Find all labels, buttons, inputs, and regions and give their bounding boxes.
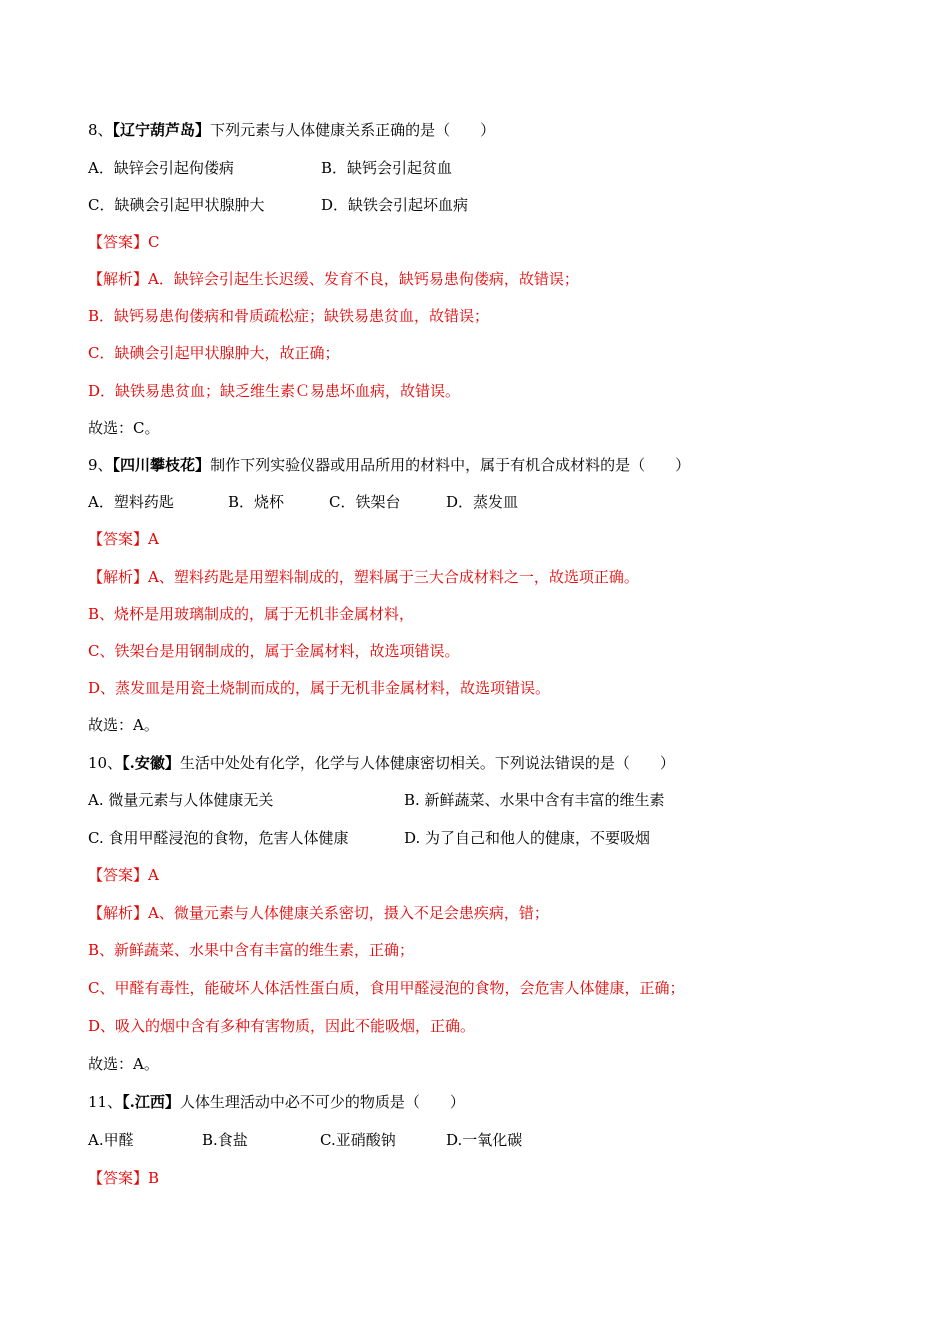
conclusion: 故选：C。	[88, 419, 160, 437]
answer-line	[88, 1168, 159, 1188]
question-text: 下列元素与人体健康关系正确的是（ ）	[210, 121, 496, 139]
question-text: 制作下列实验仪器或用品所用的材料中，属于有机合成材料的是（ ）	[210, 456, 691, 474]
analysis-tag: 【解析】	[88, 904, 149, 922]
option-b: B.食盐	[202, 1131, 248, 1149]
analysis-line	[88, 269, 579, 289]
option-d: D.一氧化碳	[446, 1131, 523, 1149]
option-b: B．缺钙会引起贫血	[321, 159, 453, 177]
question-source: 【辽宁葫芦岛】	[112, 121, 211, 139]
option-d: D．缺铁会引起坏血病	[321, 196, 469, 214]
question-11-stem	[88, 1092, 465, 1112]
question-number: 10、	[88, 754, 123, 772]
analysis-line: D、吸入的烟中含有多种有害物质，因此不能吸烟，正确。	[88, 1017, 476, 1035]
answer-line	[88, 529, 159, 549]
question-source: 【.江西】	[122, 1093, 180, 1111]
analysis-line: B、烧杯是用玻璃制成的，属于无机非金属材料，	[88, 605, 415, 623]
analysis-text: A．缺锌会引起生长迟缓、发育不良，缺钙易患佝偻病，故错误；	[148, 270, 579, 288]
option-a: A. 微量元素与人体健康无关	[88, 791, 274, 809]
analysis-tag: 【解析】	[88, 270, 149, 288]
analysis-text: A、塑料药匙是用塑料制成的，塑料属于三大合成材料之一，故选项正确。	[148, 568, 639, 586]
analysis-line: B、新鲜蔬菜、水果中含有丰富的维生素，正确；	[88, 941, 415, 959]
analysis-line: C、甲醛有毒性，能破坏人体活性蛋白质，食用甲醛浸泡的食物，会危害人体健康，正确；	[88, 979, 685, 997]
option-c: C．铁架台	[329, 493, 401, 511]
option-d: D. 为了自己和他人的健康，不要吸烟	[404, 829, 651, 847]
analysis-line: C、铁架台是用钢制成的，属于金属材料，故选项错误。	[88, 642, 460, 660]
question-number: 11、	[88, 1093, 123, 1111]
question-source: 【四川攀枝花】	[112, 456, 211, 474]
question-text: 生活中处处有化学，化学与人体健康密切相关。下列说法错误的是（ ）	[179, 754, 675, 772]
option-b: B. 新鲜蔬菜、水果中含有丰富的维生素	[404, 791, 665, 809]
analysis-line: D、蒸发皿是用瓷土烧制而成的，属于无机非金属材料，故选项错误。	[88, 679, 551, 697]
question-8-stem	[88, 120, 495, 140]
question-9-stem	[88, 455, 690, 475]
question-number: 9、	[88, 456, 113, 474]
answer-tag: 【答案】	[88, 866, 149, 884]
option-b: B．烧杯	[228, 493, 285, 511]
option-c: C.亚硝酸钠	[320, 1131, 396, 1149]
answer-line	[88, 232, 160, 252]
answer-tag: 【答案】	[88, 1169, 149, 1187]
option-c: C. 食用甲醛浸泡的食物，危害人体健康	[88, 829, 349, 847]
option-a: A．塑料药匙	[88, 493, 174, 511]
answer-value: A	[148, 530, 159, 548]
answer-value: B	[148, 1169, 160, 1187]
answer-line	[88, 865, 159, 885]
analysis-line	[88, 567, 639, 587]
option-a: A．缺锌会引起佝偻病	[88, 159, 234, 177]
question-source: 【.安徽】	[122, 754, 180, 772]
analysis-line	[88, 903, 549, 923]
question-text: 人体生理活动中必不可少的物质是（ ）	[179, 1093, 465, 1111]
question-number: 8、	[88, 121, 113, 139]
analysis-line: B．缺钙易患佝偻病和骨质疏松症；缺铁易患贫血，故错误；	[88, 307, 490, 325]
option-a: A.甲醛	[88, 1131, 134, 1149]
answer-value: C	[148, 233, 160, 251]
conclusion: 故选：A。	[88, 1055, 159, 1073]
analysis-line: D．缺铁易患贫血；缺乏维生素Ｃ易患坏血病，故错误。	[88, 382, 461, 400]
answer-tag: 【答案】	[88, 530, 149, 548]
option-c: C．缺碘会引起甲状腺肿大	[88, 196, 265, 214]
analysis-tag: 【解析】	[88, 568, 149, 586]
answer-tag: 【答案】	[88, 233, 149, 251]
conclusion: 故选：A。	[88, 716, 159, 734]
question-10-stem	[88, 753, 675, 773]
option-d: D．蒸发皿	[446, 493, 519, 511]
answer-value: A	[148, 866, 159, 884]
analysis-text: A、微量元素与人体健康关系密切，摄入不足会患疾病，错；	[148, 904, 549, 922]
analysis-line: C．缺碘会引起甲状腺肿大，故正确；	[88, 344, 340, 362]
